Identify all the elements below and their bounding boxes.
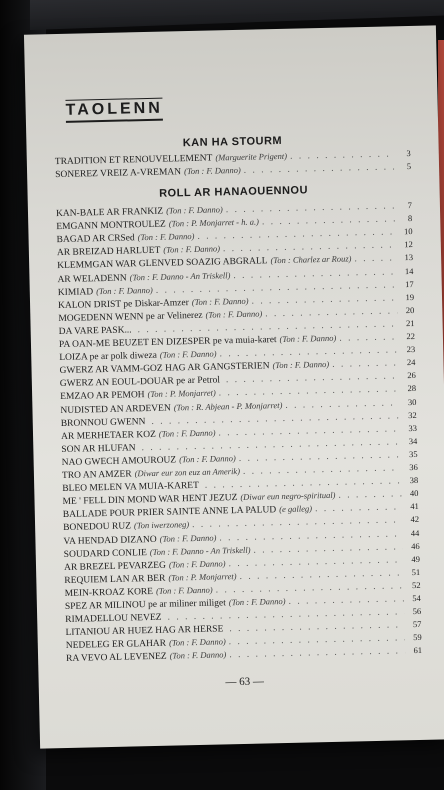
facing-page-edge	[30, 0, 444, 30]
entry-page: 14	[404, 265, 414, 276]
entry-title: KIMIAD	[57, 286, 94, 298]
entry-page: 21	[405, 317, 415, 329]
entry-page: 23	[406, 344, 416, 355]
entry-page: 33	[408, 422, 418, 433]
entry-title: EMZAO AR PEMOH	[60, 390, 145, 403]
entry-page: 38	[409, 475, 419, 486]
entry-page: 32	[408, 409, 417, 420]
entry-note: (Ton : F. Danno)	[137, 231, 195, 243]
entry-title: KAN-BALE AR FRANKIZ	[55, 206, 164, 220]
entry-title: AR BREZEL PEVARZEG	[63, 560, 167, 573]
entry-note: (Ton : F. Danno)	[158, 427, 216, 439]
entry-page: 7	[407, 200, 413, 211]
entry-page: 20	[405, 304, 415, 315]
entry-page: 42	[410, 514, 420, 525]
entry-note: (Ton : F. Danno)	[159, 348, 217, 360]
entry-title: VA HENDAD DIZANO	[63, 534, 157, 547]
dot-leader	[338, 490, 401, 501]
entry-title: AR MERHETAER KOZ	[60, 429, 156, 442]
entry-title: BLEO MELEN VA MUIA-KARET	[62, 481, 199, 495]
dot-leader	[251, 293, 397, 306]
entry-title: ME ' FELL DIN MOND WAR HENT JEZUZ	[62, 493, 238, 508]
entry-title: SOUDARD CONLIE	[63, 547, 147, 560]
entry-page: 54	[412, 592, 421, 604]
entry-page: 41	[410, 501, 419, 512]
entry-title: NUDISTED AN ARDEVEN	[60, 403, 171, 416]
entry-page: 17	[405, 278, 414, 289]
entry-note: (Ton : F. Danno)	[166, 204, 223, 216]
entry-note: (Diwar eun negro-spiritual)	[240, 490, 336, 503]
entry-note: (Ton : F. Danno)	[163, 243, 221, 255]
entry-title: KALON DRIST pe Diskar-Amzer	[57, 297, 189, 311]
entry-note: (Ton : F. Danno)	[159, 532, 217, 544]
entry-page: 36	[409, 461, 418, 473]
entry-title: AR WELADENN	[57, 272, 127, 285]
entry-page: 34	[408, 435, 418, 446]
entry-page: 19	[405, 291, 415, 302]
entry-title: REQUIEM LAN AR BER	[64, 573, 166, 586]
entry-title: AR BREIZAD HARLUET	[56, 246, 161, 259]
entry-page: 30	[407, 396, 417, 407]
entry-note: (Ton : F. Danno - An Triskell)	[129, 269, 231, 282]
entry-title: MOGEDENN WENN pe ar Velinerez	[58, 310, 203, 324]
entry-note: (Ton : R. Abjean - P. Monjarret)	[173, 399, 283, 412]
dot-leader	[290, 149, 394, 161]
entry-title: RA VEVO AL LEVENEZ	[66, 652, 167, 665]
entry-note: (Ton : F. Danno)	[205, 308, 263, 320]
entry-note: (Ton : F. Danno)	[169, 649, 227, 662]
entry-title: SONEREZ VREIZ A-VREMAN	[55, 167, 182, 181]
entry-title: BAGAD AR CRSed	[56, 233, 135, 246]
entry-page: 44	[410, 527, 420, 538]
dot-leader	[265, 306, 397, 319]
entry-title: RIMADELLOU NEVEZ	[65, 612, 162, 626]
entry-title: MEIN-KROAZ KORE	[64, 586, 154, 599]
entry-title: EMGANN MONTROULEZ	[56, 219, 166, 233]
book-page	[24, 25, 444, 748]
entry-title: GWERZ AN EOUL-DOUAR pe ar Petrol	[59, 375, 221, 390]
entry-page: 40	[409, 488, 419, 499]
page-number: — 63 —	[225, 675, 265, 689]
dot-leader	[315, 503, 402, 515]
entry-note: (Ton iwerzoneg)	[133, 519, 190, 531]
entry-page: 13	[404, 252, 414, 263]
entry-note: (Ton : F. Danno - An Triskell)	[149, 544, 251, 557]
entry-page: 3	[406, 148, 411, 159]
entry-note: (Ton : F. Danno)	[272, 359, 330, 371]
entry-title: NEDELEG ER GLAHAR	[65, 638, 167, 652]
entry-page: 10	[403, 226, 413, 237]
entry-note: (Ton : F. Danno)	[168, 636, 226, 648]
entry-title: TRADITION ET RENOUVELLEMENT	[54, 153, 213, 168]
entry-page: 5	[406, 161, 412, 172]
entry-note: (Ton : F. Danno)	[228, 595, 286, 608]
entry-title: BRONNOU GWENN	[60, 416, 146, 429]
entry-note: (Ton : P. Monjarret - h. a.)	[168, 216, 260, 229]
dot-leader	[239, 450, 401, 464]
entry-page: 26	[407, 370, 416, 381]
entry-page: 56	[412, 605, 422, 617]
entry-title: GWERZ AR VAMM-GOZ HAG AR GANGSTERIEN	[59, 361, 270, 377]
entry-page: 61	[413, 645, 423, 656]
entry-title: KLEMMGAN WAR GLENVED SOAZIG ABGRALL	[57, 256, 268, 272]
entry-note: (Marguerite Prigent)	[215, 150, 288, 163]
entry-page: 12	[404, 239, 413, 250]
entry-title: BONEDOU RUZ	[63, 521, 132, 534]
entry-title: TRO AN AMZER	[61, 469, 132, 482]
entry-title: NAO GWECH AMOUROUZ	[61, 455, 177, 468]
entry-title: LOIZA pe ar polk diweza	[59, 350, 157, 364]
section-title-kan-ha-stourm: KAN HA STOURM	[182, 134, 283, 150]
entry-page: 59	[413, 632, 422, 643]
dot-leader	[332, 359, 399, 371]
entry-page: 51	[411, 566, 421, 577]
entry-page: 28	[407, 383, 417, 394]
entry-page: 24	[406, 357, 416, 368]
dot-leader	[244, 162, 395, 175]
entry-page: 22	[406, 330, 416, 342]
entry-page: 57	[412, 619, 422, 630]
entry-note: (Ton : P. Monjarret)	[168, 570, 237, 583]
entry-title: BALLADE POUR PRIER SAINTE ANNE LA PALUD	[62, 505, 277, 521]
dot-leader	[339, 332, 398, 343]
entry-note: (Ton : P. Monjarret)	[147, 387, 216, 400]
dot-leader	[229, 647, 405, 661]
entry-note: (Diwar eur zon euz an Amerik)	[134, 465, 241, 479]
entry-note: (Ton : F. Danno)	[96, 284, 153, 296]
dot-leader	[262, 214, 396, 227]
dot-leader	[243, 463, 401, 477]
section-title-roll-ar-hanaouennou: ROLL AR HANAOUENNOU	[159, 184, 309, 200]
dot-leader	[288, 594, 404, 607]
entry-page: 8	[407, 213, 413, 224]
entry-title: LITANIOU AR HUEZ HAG AR HERSE	[65, 624, 224, 639]
dot-leader	[253, 542, 402, 555]
entry-note: (Ton : F. Danno)	[155, 584, 213, 596]
entry-note: (Ton : F. Danno)	[191, 295, 249, 307]
entry-page: 49	[411, 553, 421, 564]
entry-page: 46	[411, 540, 420, 551]
entry-note: (Ton : F. Danno)	[168, 558, 226, 570]
entry-page: 52	[411, 579, 421, 590]
entry-title: SPEZ AR MILINOU pe ar miliner miliget	[64, 598, 226, 612]
entry-note: (Ton : F. Danno)	[183, 164, 241, 177]
entry-page: 35	[408, 448, 418, 460]
dot-leader	[285, 398, 399, 411]
dot-leader	[354, 254, 396, 265]
entry-title: SON AR HLUFAN	[61, 443, 136, 455]
entry-title: PA OAN-ME BEUZET EN DIZESPER pe va muia-karet	[58, 335, 277, 351]
entry-note: (Ton : F. Danno)	[279, 332, 337, 345]
entry-title: DA VARE PASK...	[58, 325, 132, 337]
entry-note: (Ton : F. Danno)	[179, 452, 236, 465]
entry-note: (Ton : Charlez ar Rouz)	[270, 253, 352, 266]
entry-note: (e galleg)	[279, 503, 313, 515]
page-heading: TAOLENN	[65, 98, 163, 123]
